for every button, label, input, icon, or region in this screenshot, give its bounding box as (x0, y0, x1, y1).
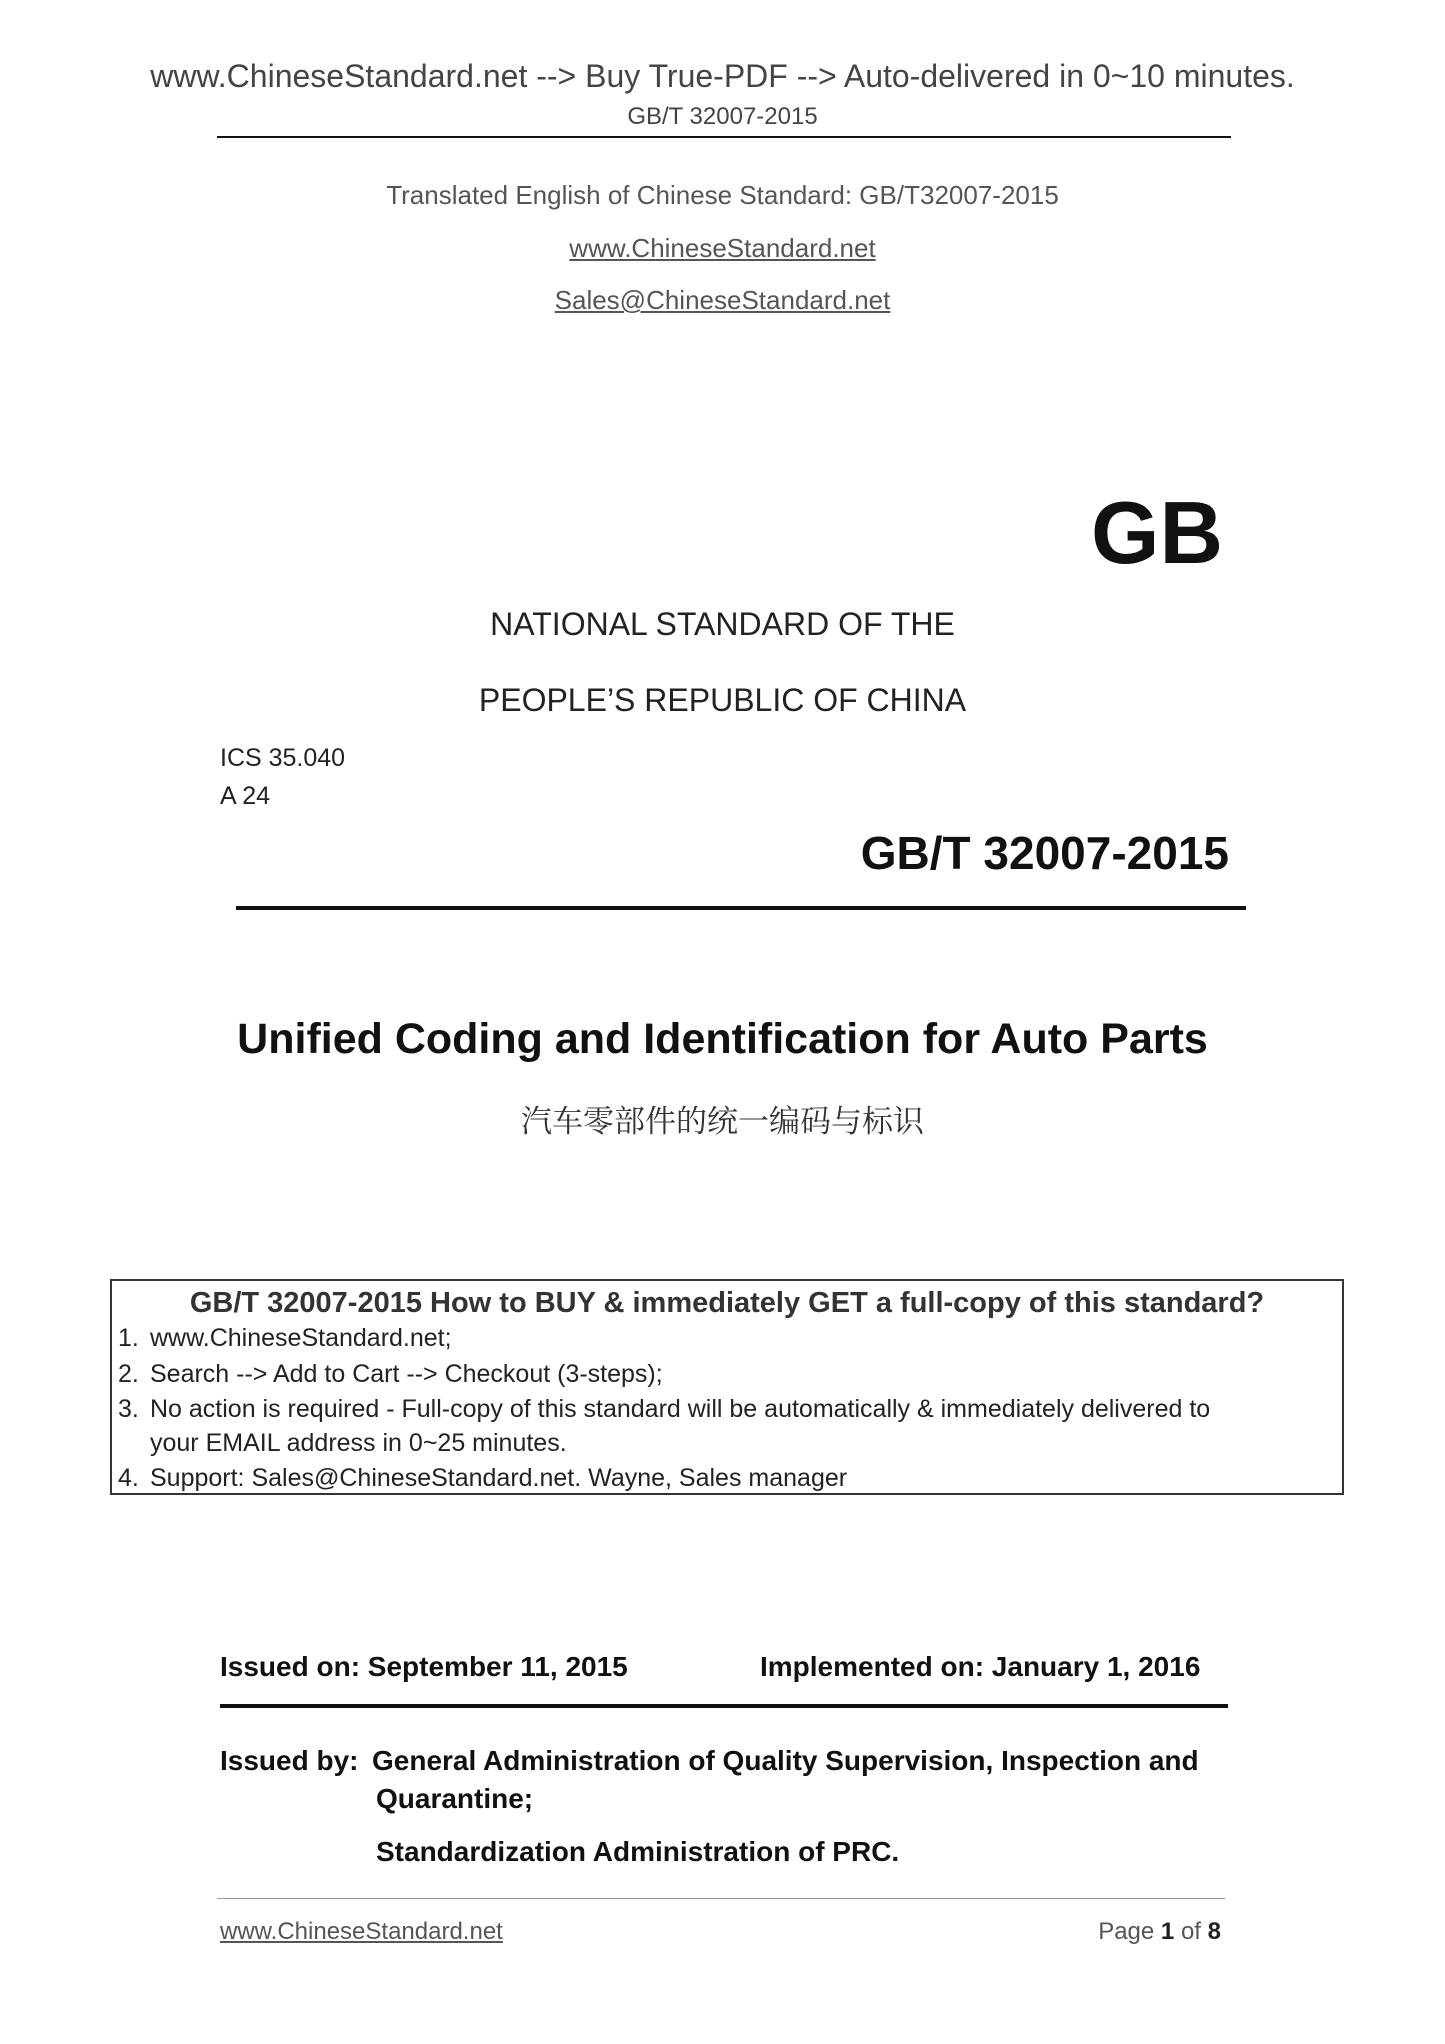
standard-number-divider (236, 906, 1246, 910)
step-text: Search --> Add to Cart --> Checkout (3-steps); (150, 1360, 663, 1388)
step-text: www.ChineseStandard.net; (150, 1324, 452, 1352)
step-number: 1. (118, 1324, 139, 1352)
issued-by-line3: Standardization Administration of PRC. (376, 1836, 900, 1867)
purchase-step-3 (118, 1395, 1210, 1424)
email-link[interactable]: Sales@ChineseStandard.net (554, 285, 891, 315)
title-chinese: 汽车零部件的统一编码与标识 (521, 1104, 924, 1139)
page-indicator (1098, 1918, 1221, 1946)
purchase-box-title: GB/T 32007-2015 How to BUY & immediately GET a full-copy of this standard? (189, 1287, 1265, 1319)
website-link[interactable]: www.ChineseStandard.net (569, 233, 876, 263)
footer-website-link[interactable]: www.ChineseStandard.net (220, 1918, 503, 1945)
step-number: 4. (118, 1464, 139, 1492)
issued-by-label: Issued by: (220, 1745, 359, 1776)
issued-by-line1: General Administration of Quality Supervision, Inspection and (372, 1745, 1199, 1776)
page-total: 8 (1207, 1918, 1221, 1945)
page-mid: of (1174, 1918, 1208, 1945)
step-number: 3. (118, 1395, 139, 1423)
issue-divider (220, 1704, 1228, 1708)
page-prefix: Page (1098, 1918, 1161, 1945)
national-standard-line1: NATIONAL STANDARD OF THE (490, 606, 955, 642)
gb-logo: GB (1091, 483, 1223, 582)
title-english: Unified Coding and Identification for Auto Parts (237, 1015, 1208, 1063)
ccs-code: A 24 (220, 782, 271, 810)
step-text: No action is required - Full-copy of this standard will be automatically & immediately delivered to (150, 1395, 1211, 1423)
ics-code: ICS 35.040 (220, 744, 346, 772)
purchase-step-4 (118, 1464, 847, 1493)
standard-number: GB/T 32007-2015 (860, 827, 1229, 879)
issued-by-line2: Quarantine; (376, 1783, 534, 1814)
issued-on: Issued on: September 11, 2015 (220, 1651, 628, 1682)
step-text: your EMAIL address in 0~25 minutes. (150, 1429, 567, 1457)
purchase-step-1 (118, 1324, 452, 1353)
page-current: 1 (1160, 1918, 1175, 1945)
purchase-info-box (110, 1279, 1344, 1495)
purchase-step-3-continued (118, 1429, 567, 1458)
step-text: Support: Sales@ChineseStandard.net. Wayne, Sales manager (150, 1464, 848, 1492)
translated-line: Translated English of Chinese Standard: GB/T32007-2015 (386, 180, 1059, 210)
national-standard-line2: PEOPLE’S REPUBLIC OF CHINA (478, 682, 967, 718)
step-number: 2. (118, 1360, 139, 1388)
header-standard-code: GB/T 32007-2015 (627, 103, 818, 130)
top-banner: www.ChineseStandard.net --> Buy True-PDF --> Auto-delivered in 0~10 minutes. (150, 58, 1295, 94)
implemented-on: Implemented on: January 1, 2016 (760, 1651, 1201, 1682)
purchase-step-2 (118, 1360, 663, 1389)
header-divider (217, 136, 1231, 138)
footer-divider (217, 1898, 1225, 1899)
